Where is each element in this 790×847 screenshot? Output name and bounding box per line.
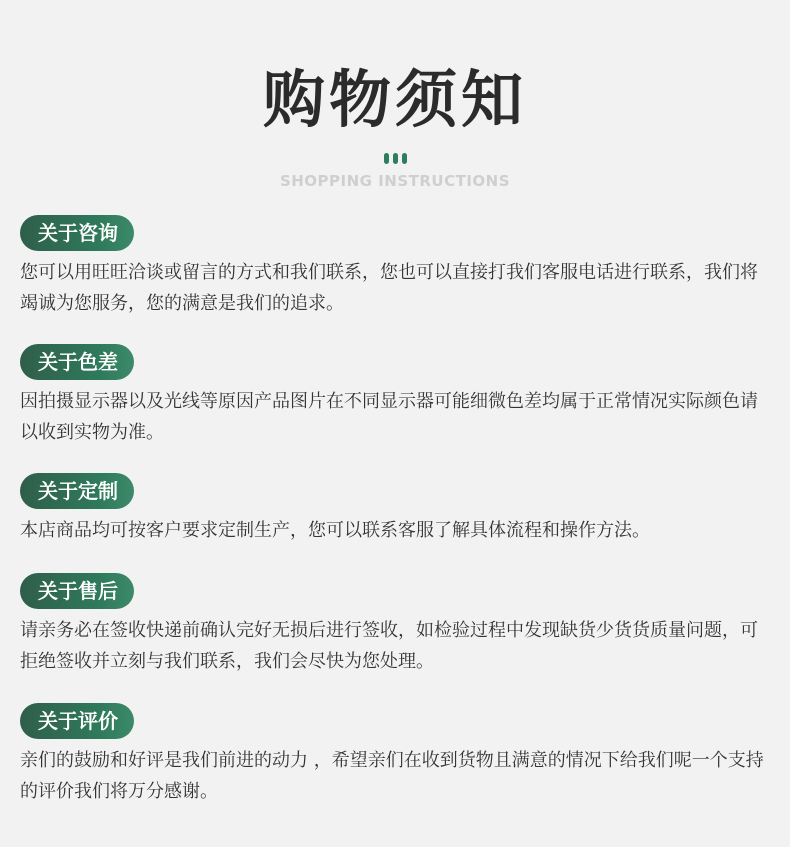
section-heading: 关于咨询	[20, 215, 134, 251]
section-after-sales	[20, 573, 770, 677]
decorative-dots	[0, 153, 790, 164]
section-body: 因拍摄显示器以及光线等原因产品图片在不同显示器可能细微色差均属于正常情况实际颜色请以收到实物为准。	[20, 391, 758, 443]
section-heading: 关于售后	[20, 573, 134, 609]
dot-icon	[402, 153, 407, 164]
section-heading: 关于评价	[20, 703, 134, 739]
page-subtitle: SHOPPING INSTRUCTIONS	[279, 172, 511, 190]
section-heading: 关于定制	[20, 473, 134, 509]
section-body: 您可以用旺旺洽谈或留言的方式和我们联系，您也可以直接打我们客服电话进行联系，我们将竭诚为您服务，您的满意是我们的追求。	[20, 262, 758, 314]
dot-icon	[393, 153, 398, 164]
section-body: 亲们的鼓励和好评是我们前进的动力 ，希望亲们在收到货物且满意的情况下给我们呢一个支持的评价我们将万分感谢。	[20, 750, 764, 802]
page-title: 购物须知	[262, 63, 527, 136]
section-color-difference	[20, 344, 770, 448]
section-heading: 关于色差	[20, 344, 134, 380]
section-body: 请亲务必在签收快递前确认完好无损后进行签收，如检验过程中发现缺货少货货质量问题，可拒绝签收并立刻与我们联系，我们会尽快为您处理。	[20, 620, 758, 672]
dot-icon	[384, 153, 389, 164]
section-customization	[20, 473, 770, 546]
section-reviews	[20, 703, 770, 807]
section-consultation	[20, 215, 770, 319]
section-body: 本店商品均可按客户要求定制生产，您可以联系客服了解具体流程和操作方法。	[20, 520, 650, 541]
